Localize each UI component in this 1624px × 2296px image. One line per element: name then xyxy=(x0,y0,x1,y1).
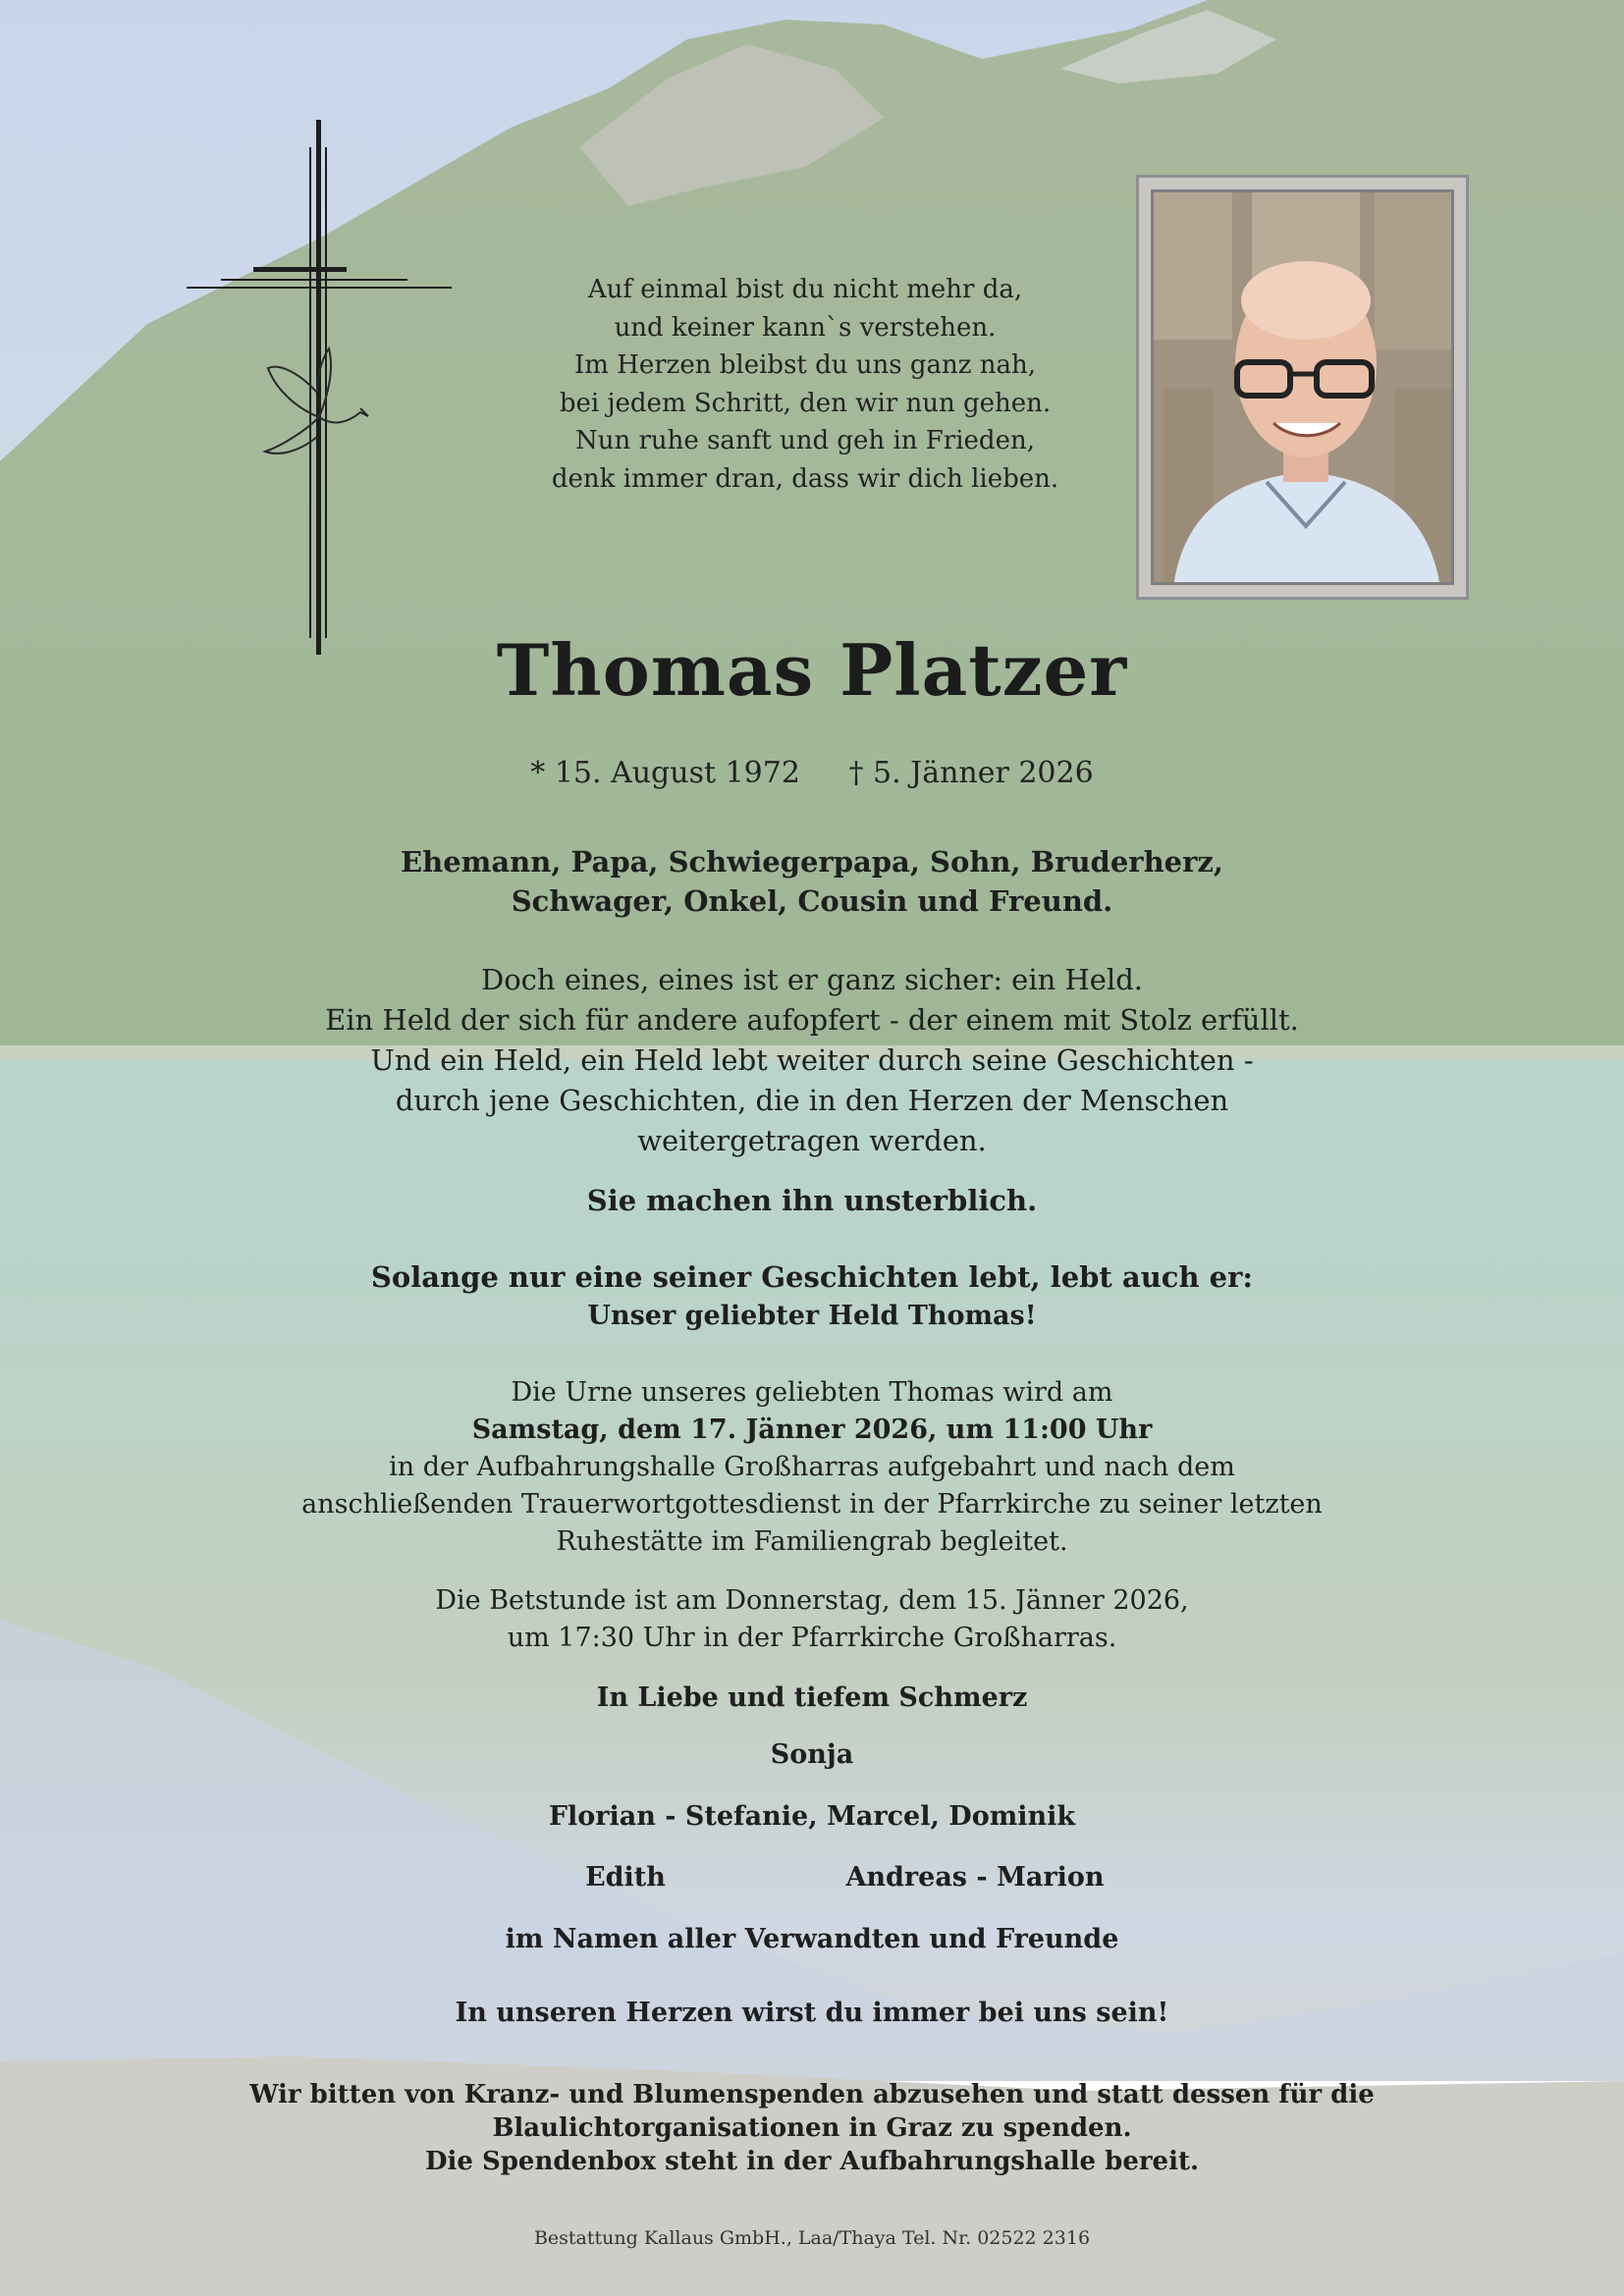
hero-text xyxy=(0,960,1624,1161)
roles-line: Ehemann, Papa, Schwiegerpapa, Sohn, Bruderherz, xyxy=(401,845,1223,879)
poem-line: und keiner kann`s verstehen. xyxy=(614,312,997,343)
signer-children: Florian - Stefanie, Marcel, Dominik xyxy=(548,1801,1076,1832)
birth-date: * 15. August 1972 xyxy=(530,756,800,790)
roles-line: Schwager, Onkel, Cousin und Freund. xyxy=(511,884,1113,918)
poem-line: Im Herzen bleibst du uns ganz nah, xyxy=(574,350,1036,380)
donation-note xyxy=(0,2078,1624,2178)
prayer-line: Die Betstunde ist am Donnerstag, dem 15. Jänner 2026, xyxy=(435,1585,1189,1616)
signer-edith: Edith xyxy=(585,1862,666,1893)
poem-line: Auf einmal bist du nicht mehr da, xyxy=(587,275,1023,304)
hero-line: Und ein Held, ein Held lebt weiter durch seine Geschichten - xyxy=(370,1043,1254,1077)
life-dates xyxy=(0,756,1624,790)
death-date: † 5. Jänner 2026 xyxy=(848,756,1094,790)
cross-with-dove-icon xyxy=(182,118,466,667)
urn-ceremony xyxy=(0,1374,1624,1561)
urn-line: in der Aufbahrungshalle Großharras aufgebahrt und nach dem xyxy=(389,1452,1235,1482)
signer-andreas: Andreas - Marion xyxy=(845,1862,1105,1893)
hero-line: durch jene Geschichten, die in den Herzen der Menschen xyxy=(395,1084,1229,1117)
portrait-frame xyxy=(1136,175,1469,600)
urn-line: Die Urne unseres geliebten Thomas wird am xyxy=(511,1377,1113,1408)
signer-sonja: Sonja xyxy=(770,1739,854,1770)
funeral-home-footer: Bestattung Kallaus GmbH., Laa/Thaya Tel. Nr. 02522 2316 xyxy=(533,2227,1091,2249)
poem-line: denk immer dran, dass wir dich lieben. xyxy=(551,463,1059,494)
ceremony-date: Samstag, dem 17. Jänner 2026, um 11:00 Uhr xyxy=(471,1415,1153,1445)
story-line: Solange nur eine seiner Geschichten lebt, lebt auch er: xyxy=(370,1260,1254,1294)
portrait-illustration xyxy=(1154,192,1454,585)
urn-line: anschließenden Trauerwortgottesdienst in der Pfarrkirche zu seiner letzten xyxy=(301,1489,1323,1520)
prayer-hour xyxy=(0,1582,1624,1657)
hero-line: Doch eines, eines ist er ganz sicher: ein Held. xyxy=(480,963,1144,996)
immortal-line: Sie machen ihn unsterblich. xyxy=(586,1184,1038,1217)
hero-line: Ein Held der sich für andere aufopfert - der einem mit Stolz erfüllt. xyxy=(325,1003,1299,1037)
poem-line: Nun ruhe sanft und geh in Frieden, xyxy=(575,426,1035,455)
donation-line: Blaulichtorganisationen in Graz zu spenden. xyxy=(492,2113,1132,2143)
signers-intro: In Liebe und tiefem Schmerz xyxy=(596,1682,1028,1713)
donation-line: Die Spendenbox steht in der Aufbahrungshalle bereit. xyxy=(424,2147,1200,2176)
roles xyxy=(0,842,1624,921)
hearts-line: In unseren Herzen wirst du immer bei uns sein! xyxy=(455,1998,1169,2028)
portrait-photo xyxy=(1151,189,1454,585)
beloved-hero-line: Unser geliebter Held Thomas! xyxy=(587,1301,1037,1331)
donation-line: Wir bitten von Kranz- und Blumenspenden abzusehen und statt dessen für die xyxy=(249,2080,1375,2109)
deceased-name: Thomas Platzer xyxy=(496,628,1128,712)
urn-line: Ruhestätte im Familiengrab begleitet. xyxy=(556,1526,1068,1557)
hero-line: weitergetragen werden. xyxy=(637,1124,987,1157)
poem-line: bei jedem Schritt, den wir nun gehen. xyxy=(559,388,1052,418)
prayer-line: um 17:30 Uhr in der Pfarrkirche Großharras. xyxy=(507,1623,1117,1653)
signer-relatives: im Namen aller Verwandten und Freunde xyxy=(505,1924,1119,1954)
poem xyxy=(511,271,1100,498)
